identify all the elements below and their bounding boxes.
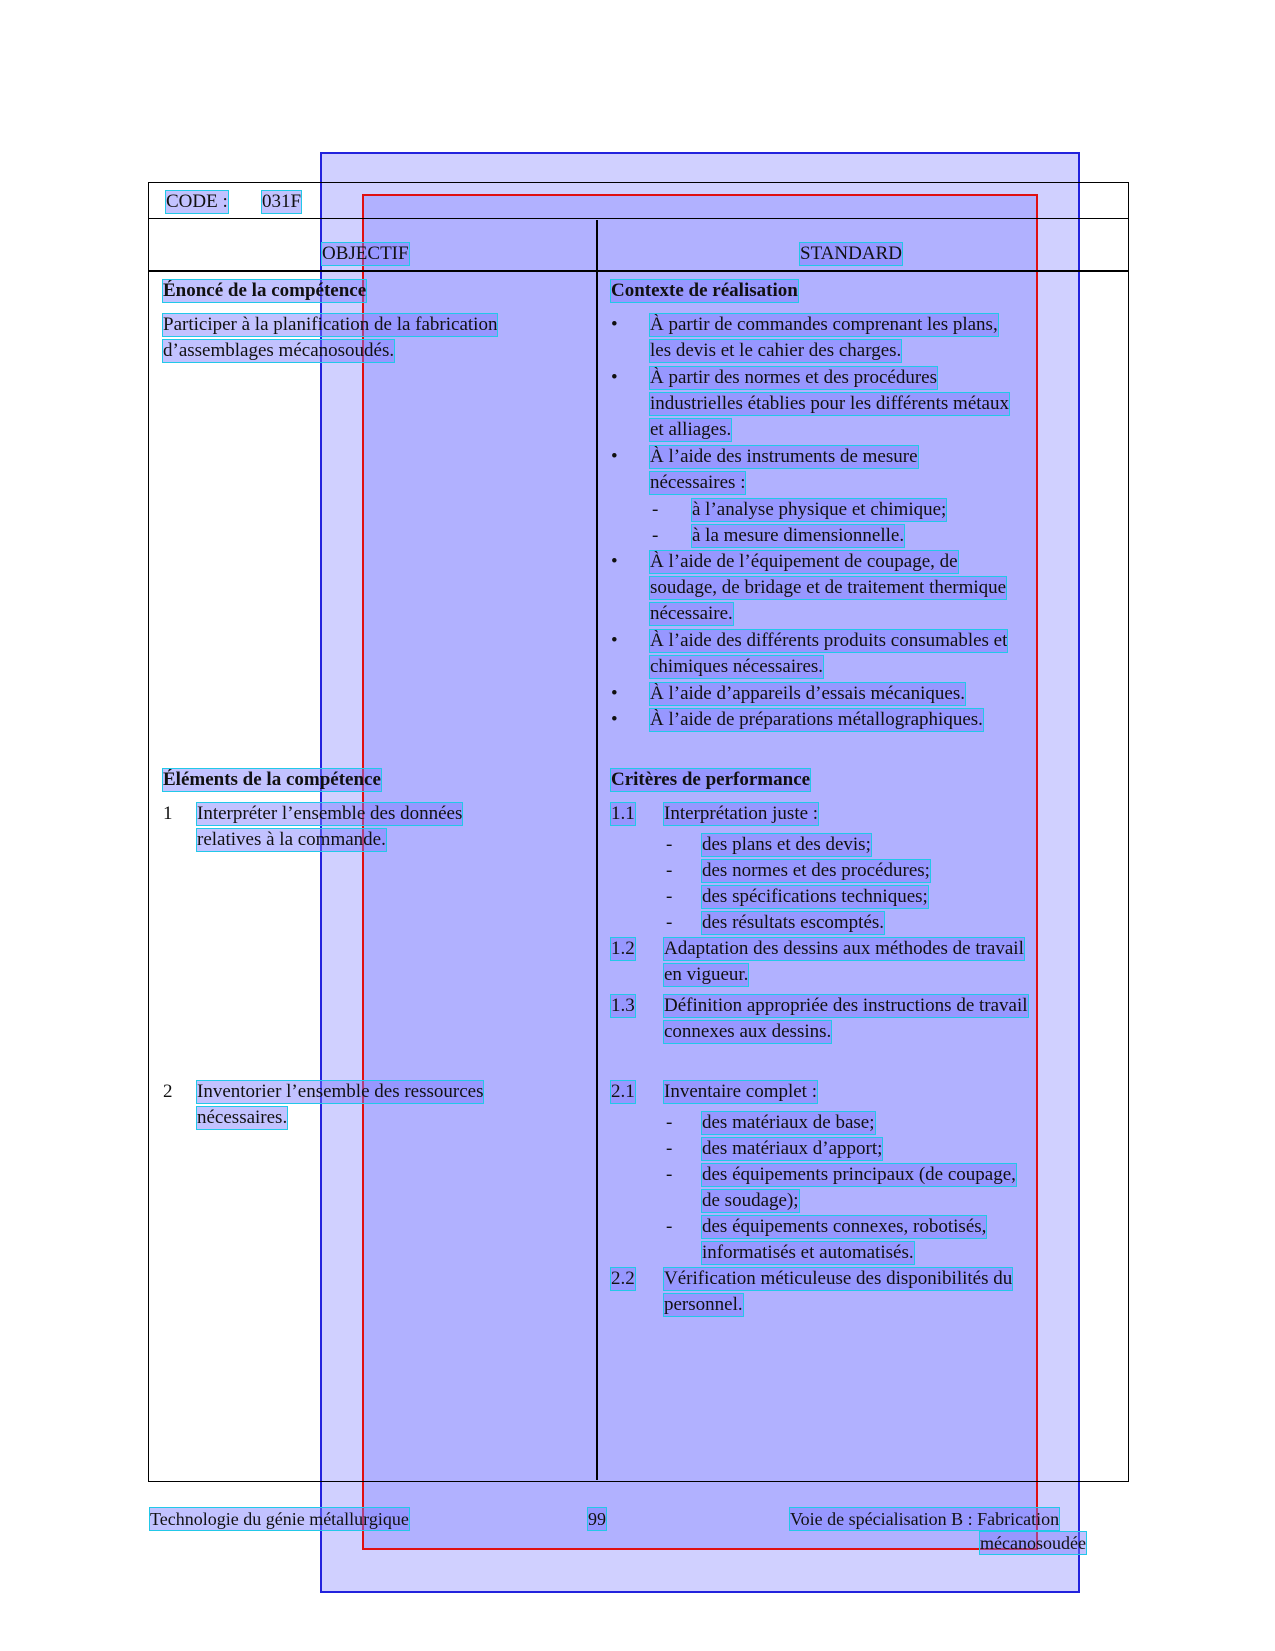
c21-item-4-line-2: informatisés et automatisés. — [702, 1242, 914, 1263]
c11-item-3: des spécifications techniques; — [702, 886, 928, 907]
footer-right-2: mécanosoudée — [980, 1533, 1086, 1553]
bullet-4-line-3: nécessaire. — [650, 603, 733, 624]
bullet-1-line-2: les devis et le cahier des charges. — [650, 340, 902, 361]
bullet-5-dot: • — [611, 630, 618, 651]
bullet-2-line-2: industrielles établies pour les différents métaux — [650, 393, 1009, 414]
bullet-2-line-1: À partir des normes et des procédures — [650, 367, 938, 388]
c11-item-1: des plans et des devis; — [702, 834, 871, 855]
c21-item-3-line-2: de soudage); — [702, 1190, 799, 1211]
c11-dash-1: - — [666, 834, 673, 855]
c21-dash-4: - — [666, 1216, 673, 1237]
bullet-3-line-2: nécessaires : — [650, 472, 746, 493]
contexte-title: Contexte de réalisation — [611, 280, 798, 301]
criterion-2-2-number: 2.2 — [611, 1268, 635, 1289]
criterion-2-2-line-2: personnel. — [664, 1294, 743, 1315]
bullet-1-line-1: À partir de commandes comprenant les plans, — [650, 314, 998, 335]
bullet-3-dot: • — [611, 446, 618, 467]
c21-item-1: des matériaux de base; — [702, 1112, 875, 1133]
bullet-4-line-1: À l’aide de l’équipement de coupage, de — [650, 551, 958, 572]
header-divider — [148, 218, 1129, 219]
criterion-1-1-number: 1.1 — [611, 803, 635, 824]
element-1-number: 1 — [163, 803, 173, 824]
footer-right-1: Voie de spécialisation B : Fabrication — [790, 1509, 1060, 1529]
sub-measure-2: à la mesure dimensionnelle. — [692, 525, 905, 546]
c11-item-4: des résultats escomptés. — [702, 912, 885, 933]
elements-title: Éléments de la compétence — [163, 769, 381, 790]
criterion-1-2-line-2: en vigueur. — [664, 964, 749, 985]
criterion-2-1-text: Inventaire complet : — [664, 1081, 817, 1102]
bullet-7-dot: • — [611, 709, 618, 730]
criterion-1-3-line-2: connexes aux dessins. — [664, 1021, 832, 1042]
col-header-standard: STANDARD — [800, 243, 902, 264]
c21-dash-1: - — [666, 1112, 673, 1133]
bullet-1-dot: • — [611, 314, 618, 335]
c11-dash-3: - — [666, 886, 673, 907]
bullet-2-line-3: et alliages. — [650, 419, 732, 440]
code-value: 031F — [262, 191, 302, 212]
bullet-5-line-2: chimiques nécessaires. — [650, 656, 824, 677]
c11-item-2: des normes et des procédures; — [702, 860, 930, 881]
criterion-1-3-line-1: Définition appropriée des instructions de travail — [664, 995, 1028, 1016]
c11-dash-2: - — [666, 860, 673, 881]
sub-dash-2: - — [652, 525, 659, 546]
enonce-text-1: Participer à la planification de la fabrication — [163, 314, 498, 335]
criterion-1-2-line-1: Adaptation des dessins aux méthodes de travail — [664, 938, 1024, 959]
c21-item-2: des matériaux d’apport; — [702, 1138, 883, 1159]
bullet-7-line-1: À l’aide de préparations métallographiques. — [650, 709, 983, 730]
element-1-line-1: Interpréter l’ensemble des données — [197, 803, 463, 824]
col-header-objectif: OBJECTIF — [322, 243, 409, 264]
c21-item-4-line-1: des équipements connexes, robotisés, — [702, 1216, 987, 1237]
element-2-line-1: Inventorier l’ensemble des ressources — [197, 1081, 484, 1102]
criteres-title: Critères de performance — [611, 769, 811, 790]
column-header-divider — [148, 270, 1129, 272]
c21-dash-3: - — [666, 1164, 673, 1185]
enonce-title: Énoncé de la compétence — [163, 280, 367, 301]
column-divider — [596, 220, 598, 1480]
sub-dash-1: - — [652, 499, 659, 520]
page-number: 99 — [588, 1509, 606, 1529]
bullet-6-dot: • — [611, 683, 618, 704]
criterion-2-1-number: 2.1 — [611, 1081, 635, 1102]
criterion-1-2-number: 1.2 — [611, 938, 635, 959]
element-1-line-2: relatives à la commande. — [197, 829, 386, 850]
footer-left: Technologie du génie métallurgique — [150, 1509, 409, 1529]
sub-measure-1: à l’analyse physique et chimique; — [692, 499, 947, 520]
bullet-5-line-1: À l’aide des différents produits consumables et — [650, 630, 1008, 651]
c11-dash-4: - — [666, 912, 673, 933]
criterion-2-2-line-1: Vérification méticuleuse des disponibilités du — [664, 1268, 1013, 1289]
bullet-4-dot: • — [611, 551, 618, 572]
code-label: CODE : — [166, 191, 228, 212]
element-2-line-2: nécessaires. — [197, 1107, 288, 1128]
criterion-1-3-number: 1.3 — [611, 995, 635, 1016]
bullet-2-dot: • — [611, 367, 618, 388]
bullet-3-line-1: À l’aide des instruments de mesure — [650, 446, 918, 467]
c21-dash-2: - — [666, 1138, 673, 1159]
enonce-text-2: d’assemblages mécanosoudés. — [163, 340, 395, 361]
element-2-number: 2 — [163, 1081, 173, 1102]
c21-item-3-line-1: des équipements principaux (de coupage, — [702, 1164, 1016, 1185]
bullet-4-line-2: soudage, de bridage et de traitement thermique — [650, 577, 1007, 598]
criterion-1-1-text: Interprétation juste : — [664, 803, 819, 824]
bullet-6-line-1: À l’aide d’appareils d’essais mécaniques. — [650, 683, 965, 704]
